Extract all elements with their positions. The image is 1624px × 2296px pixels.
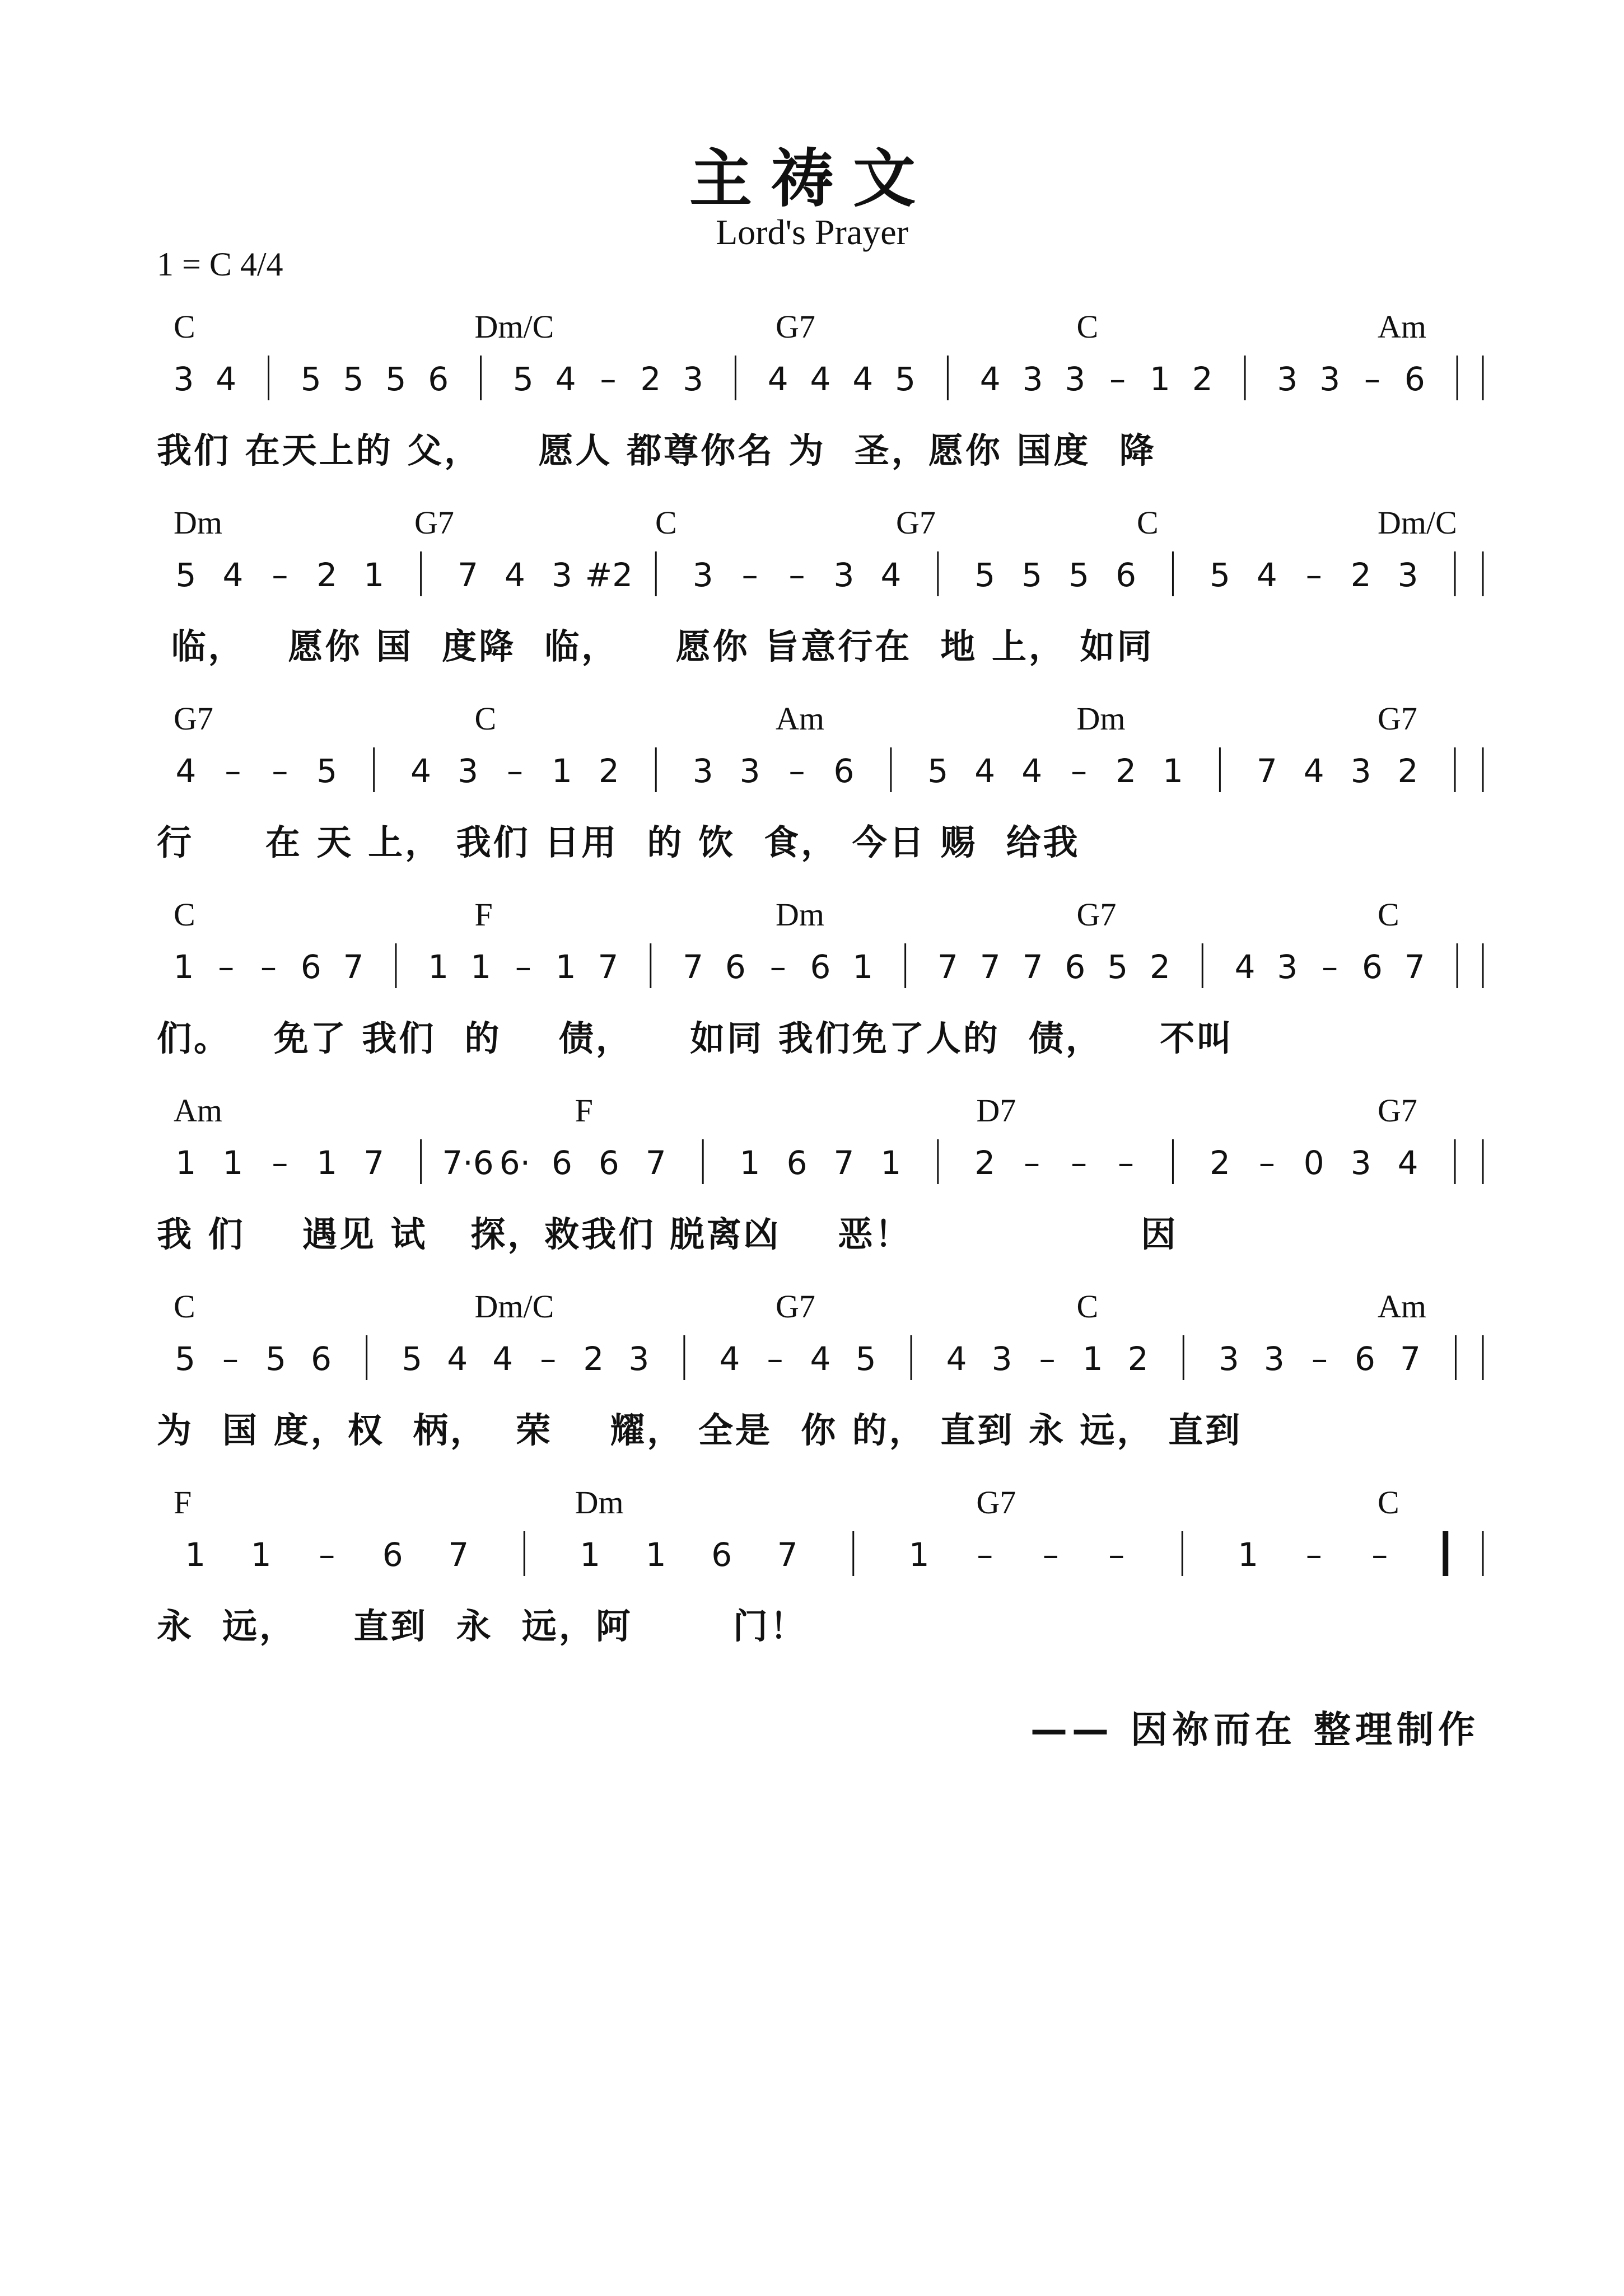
lyrics-line: 我 们 遇见 试 探，救我们 脱离凶 恶！ 因 xyxy=(157,1214,1178,1255)
chord-symbol: C xyxy=(174,1288,195,1325)
chord-symbol: C xyxy=(174,896,195,933)
note: 6 xyxy=(711,1536,732,1574)
note: 5 xyxy=(175,1340,195,1378)
note: 7 xyxy=(683,948,704,986)
music-system xyxy=(0,308,1624,495)
note: 4 xyxy=(216,360,237,398)
note: 4 xyxy=(1303,752,1324,790)
note: 6 xyxy=(1354,1340,1375,1378)
lyrics-line: 临， 愿你 国 度降 临， 愿你 旨意行在 地 上， 如同 xyxy=(157,626,1154,667)
note: – xyxy=(600,360,617,398)
note: 3 xyxy=(692,556,713,594)
note: 4 xyxy=(852,360,874,398)
note: 2 xyxy=(1397,752,1418,790)
note: 4 xyxy=(880,556,902,594)
note: – xyxy=(1305,556,1322,594)
note: 4 xyxy=(974,752,996,790)
note: 3 xyxy=(1277,360,1298,398)
note: 6 xyxy=(833,752,855,790)
note: 4 xyxy=(175,752,197,790)
lyrics-line: 为 国 度，权 柄， 荣 耀， 全是 你 的， 直到 永 远， 直到 xyxy=(157,1410,1243,1451)
note: 5 xyxy=(895,360,916,398)
note: 3 xyxy=(1022,360,1043,398)
note: 4 xyxy=(719,1340,740,1378)
chord-symbol: Am xyxy=(1378,308,1426,345)
note: 4 xyxy=(810,1340,831,1378)
note: – xyxy=(1071,752,1088,790)
note: 1 xyxy=(428,948,449,986)
note: – xyxy=(1364,360,1380,398)
note: 6 xyxy=(1362,948,1383,986)
note: 2 xyxy=(1116,752,1136,790)
note: 0 xyxy=(1303,1144,1324,1182)
note: 7 xyxy=(645,1144,666,1182)
note: 2 xyxy=(1350,556,1371,594)
chord-symbol: Dm xyxy=(174,504,222,541)
note: – xyxy=(767,1340,783,1378)
note: 4 xyxy=(946,1340,967,1378)
note: – xyxy=(1258,1144,1275,1182)
note: 7 xyxy=(598,948,619,986)
note: – xyxy=(222,1340,239,1378)
note: 1 xyxy=(551,752,572,790)
notation-line xyxy=(0,938,1624,999)
music-system xyxy=(0,1290,1624,1475)
note: 3 xyxy=(1065,360,1086,398)
note: 5 xyxy=(1068,556,1090,594)
note: – xyxy=(515,948,531,986)
note: 3 xyxy=(833,556,855,594)
note: 7 xyxy=(343,948,364,986)
notation-line xyxy=(0,546,1624,607)
chord-symbol: Am xyxy=(1378,1288,1426,1325)
chord-symbol: C xyxy=(1076,308,1099,345)
note: 5 xyxy=(175,556,197,594)
note: 3 xyxy=(683,360,704,398)
note: 1 xyxy=(175,1144,197,1182)
note: 5 xyxy=(402,1340,423,1378)
note: 7 xyxy=(458,556,478,594)
note: 3 xyxy=(1319,360,1341,398)
note: – xyxy=(218,948,235,986)
note: 5 xyxy=(343,360,364,398)
music-system xyxy=(0,1092,1624,1279)
note: 7·6 xyxy=(442,1144,494,1182)
note: 6 xyxy=(551,1144,572,1182)
note: 3 xyxy=(1263,1340,1285,1378)
note: – xyxy=(788,752,805,790)
chord-symbol: C xyxy=(174,308,195,345)
note: 6· xyxy=(499,1144,531,1182)
key-signature: 1 = C 4/4 xyxy=(157,246,283,283)
note: 2 xyxy=(640,360,661,398)
note: 7 xyxy=(1256,752,1277,790)
note: 7 xyxy=(363,1144,385,1182)
lyrics-line: 们。 免了 我们 的 债， 如同 我们免了人的 债， 不叫 xyxy=(157,1018,1234,1059)
note: 5 xyxy=(1107,948,1128,986)
chord-symbol: G7 xyxy=(776,1288,815,1325)
song-subtitle: Lord's Prayer xyxy=(716,212,908,252)
note: – xyxy=(260,948,277,986)
note: 6 xyxy=(1404,360,1425,398)
note: 3 xyxy=(692,752,713,790)
music-system xyxy=(0,700,1624,887)
chord-symbol: Dm xyxy=(776,896,824,933)
note: – xyxy=(1322,948,1338,986)
note: 6 xyxy=(810,948,831,986)
note: – xyxy=(1118,1144,1135,1182)
lyrics-line: 我们 在天上的 父， 愿人 都尊你名 为 圣，愿你 国度 降 xyxy=(157,430,1156,471)
music-system xyxy=(0,896,1624,1083)
note: – xyxy=(977,1536,993,1574)
chord-symbol: G7 xyxy=(414,504,454,541)
note: 7 xyxy=(1399,1340,1421,1378)
note: 7 xyxy=(979,948,1001,986)
note: 1 xyxy=(470,948,492,986)
note: 4 xyxy=(1256,556,1277,594)
note: – xyxy=(769,948,786,986)
note: 5 xyxy=(1209,556,1230,594)
note: 5 xyxy=(512,360,534,398)
note: 2 xyxy=(1192,360,1213,398)
note: 3 xyxy=(628,1340,650,1378)
note: 1 xyxy=(908,1536,930,1574)
note: 7 xyxy=(777,1536,798,1574)
note: 4 xyxy=(767,360,788,398)
note: 1 xyxy=(580,1536,601,1574)
note: 6 xyxy=(300,948,321,986)
note: #2 xyxy=(585,556,633,594)
note: 5 xyxy=(1021,556,1043,594)
note: 2 xyxy=(598,752,619,790)
note: 6 xyxy=(311,1340,332,1378)
note: 7 xyxy=(448,1536,469,1574)
chord-symbol: G7 xyxy=(1378,1092,1417,1129)
note: 7 xyxy=(1022,948,1043,986)
note: 3 xyxy=(1277,948,1298,986)
notation-line xyxy=(0,1134,1624,1195)
note: 4 xyxy=(979,360,1001,398)
chord-symbol: Am xyxy=(174,1092,222,1129)
note: – xyxy=(1311,1340,1328,1378)
chord-symbol: D7 xyxy=(976,1092,1016,1129)
note: 4 xyxy=(1021,752,1043,790)
note: – xyxy=(1024,1144,1040,1182)
note: 6 xyxy=(598,1144,619,1182)
note: 4 xyxy=(447,1340,468,1378)
notation-line xyxy=(0,350,1624,411)
chord-symbol: F xyxy=(575,1092,593,1129)
note: 1 xyxy=(1238,1536,1259,1574)
lyrics-line: 永 远， 直到 永 远，阿 门！ xyxy=(157,1606,807,1647)
note: 6 xyxy=(725,948,746,986)
note: – xyxy=(1108,1536,1125,1574)
note: 5 xyxy=(265,1340,287,1378)
note: – xyxy=(540,1340,557,1378)
note: 5 xyxy=(316,752,338,790)
note: 5 xyxy=(300,360,321,398)
chord-symbol: Dm xyxy=(1076,700,1126,737)
note: 1 xyxy=(880,1144,902,1182)
lyrics-line: 行 在 天 上， 我们 日用 的 饮 食， 今日 赐 给我 xyxy=(157,822,1080,863)
note: – xyxy=(1042,1536,1059,1574)
note: 1 xyxy=(1149,360,1170,398)
note: 4 xyxy=(555,360,576,398)
note: 7 xyxy=(1404,948,1425,986)
note: 1 xyxy=(852,948,874,986)
chord-symbol: F xyxy=(474,896,493,933)
chord-symbol: C xyxy=(1378,1484,1399,1521)
chord-symbol: Am xyxy=(776,700,824,737)
chord-symbol: Dm/C xyxy=(474,308,554,345)
note: – xyxy=(788,556,805,594)
note: 1 xyxy=(1163,752,1183,790)
chord-symbol: G7 xyxy=(1378,700,1417,737)
note: 1 xyxy=(1082,1340,1103,1378)
note: 2 xyxy=(974,1144,996,1182)
note: 1 xyxy=(185,1536,206,1574)
chord-symbol: Dm/C xyxy=(1378,504,1457,541)
note: 2 xyxy=(1149,948,1170,986)
note: – xyxy=(1371,1536,1388,1574)
notation-line xyxy=(0,742,1624,803)
chord-symbol: C xyxy=(474,700,497,737)
chord-symbol: Dm/C xyxy=(474,1288,554,1325)
note: 4 xyxy=(410,752,432,790)
note: 5 xyxy=(927,752,949,790)
notation-line xyxy=(0,1526,1624,1587)
note: 4 xyxy=(505,556,525,594)
note: – xyxy=(272,1144,288,1182)
chord-symbol: G7 xyxy=(1076,896,1117,933)
note: 3 xyxy=(551,556,572,594)
note: 4 xyxy=(492,1340,514,1378)
notation-line xyxy=(0,1330,1624,1391)
chord-symbol: F xyxy=(174,1484,192,1521)
note: – xyxy=(272,752,288,790)
note: 6 xyxy=(786,1144,808,1182)
chord-symbol: G7 xyxy=(776,308,815,345)
note: – xyxy=(506,752,523,790)
chord-symbol: G7 xyxy=(976,1484,1016,1521)
note: 3 xyxy=(173,360,194,398)
note: – xyxy=(741,556,758,594)
note: 3 xyxy=(1397,556,1418,594)
note: 7 xyxy=(833,1144,855,1182)
chord-symbol: Dm xyxy=(575,1484,624,1521)
note: – xyxy=(1305,1536,1322,1574)
chord-symbol: G7 xyxy=(174,700,213,737)
note: 2 xyxy=(1209,1144,1230,1182)
note: 4 xyxy=(1397,1144,1418,1182)
note: 1 xyxy=(363,556,385,594)
note: 4 xyxy=(222,556,244,594)
note: 1 xyxy=(645,1536,666,1574)
note: 2 xyxy=(583,1340,604,1378)
chord-symbol: G7 xyxy=(896,504,936,541)
note: 6 xyxy=(1065,948,1086,986)
note: 5 xyxy=(855,1340,876,1378)
note: 2 xyxy=(1127,1340,1149,1378)
chord-symbol: C xyxy=(1076,1288,1099,1325)
note: 1 xyxy=(222,1144,244,1182)
chord-symbol: C xyxy=(655,504,677,541)
note: 1 xyxy=(173,948,194,986)
note: – xyxy=(225,752,241,790)
credit-line: —— 因祢而在 整理制作 xyxy=(1030,1708,1480,1751)
note: 3 xyxy=(1218,1340,1239,1378)
note: – xyxy=(272,556,288,594)
note: 1 xyxy=(739,1144,760,1182)
note: – xyxy=(1109,360,1126,398)
note: 6 xyxy=(382,1536,403,1574)
note: 3 xyxy=(1350,1144,1371,1182)
chord-symbol: C xyxy=(1378,896,1399,933)
note: 7 xyxy=(937,948,958,986)
note: – xyxy=(319,1536,335,1574)
note: 6 xyxy=(1116,556,1136,594)
note: 5 xyxy=(974,556,996,594)
chord-symbol: C xyxy=(1137,504,1159,541)
music-system xyxy=(0,1486,1624,1671)
note: 3 xyxy=(1350,752,1371,790)
note: – xyxy=(1039,1340,1056,1378)
note: 1 xyxy=(555,948,576,986)
note: 2 xyxy=(316,556,338,594)
note: 1 xyxy=(316,1144,338,1182)
note: 3 xyxy=(991,1340,1012,1378)
note: 4 xyxy=(1234,948,1256,986)
note: 4 xyxy=(810,360,831,398)
note: – xyxy=(1071,1144,1088,1182)
song-title: 主祷文 xyxy=(689,142,935,216)
note: 3 xyxy=(739,752,760,790)
note: 1 xyxy=(250,1536,272,1574)
note: 3 xyxy=(458,752,478,790)
note: 5 xyxy=(385,360,407,398)
music-system xyxy=(0,504,1624,691)
note: 6 xyxy=(428,360,449,398)
